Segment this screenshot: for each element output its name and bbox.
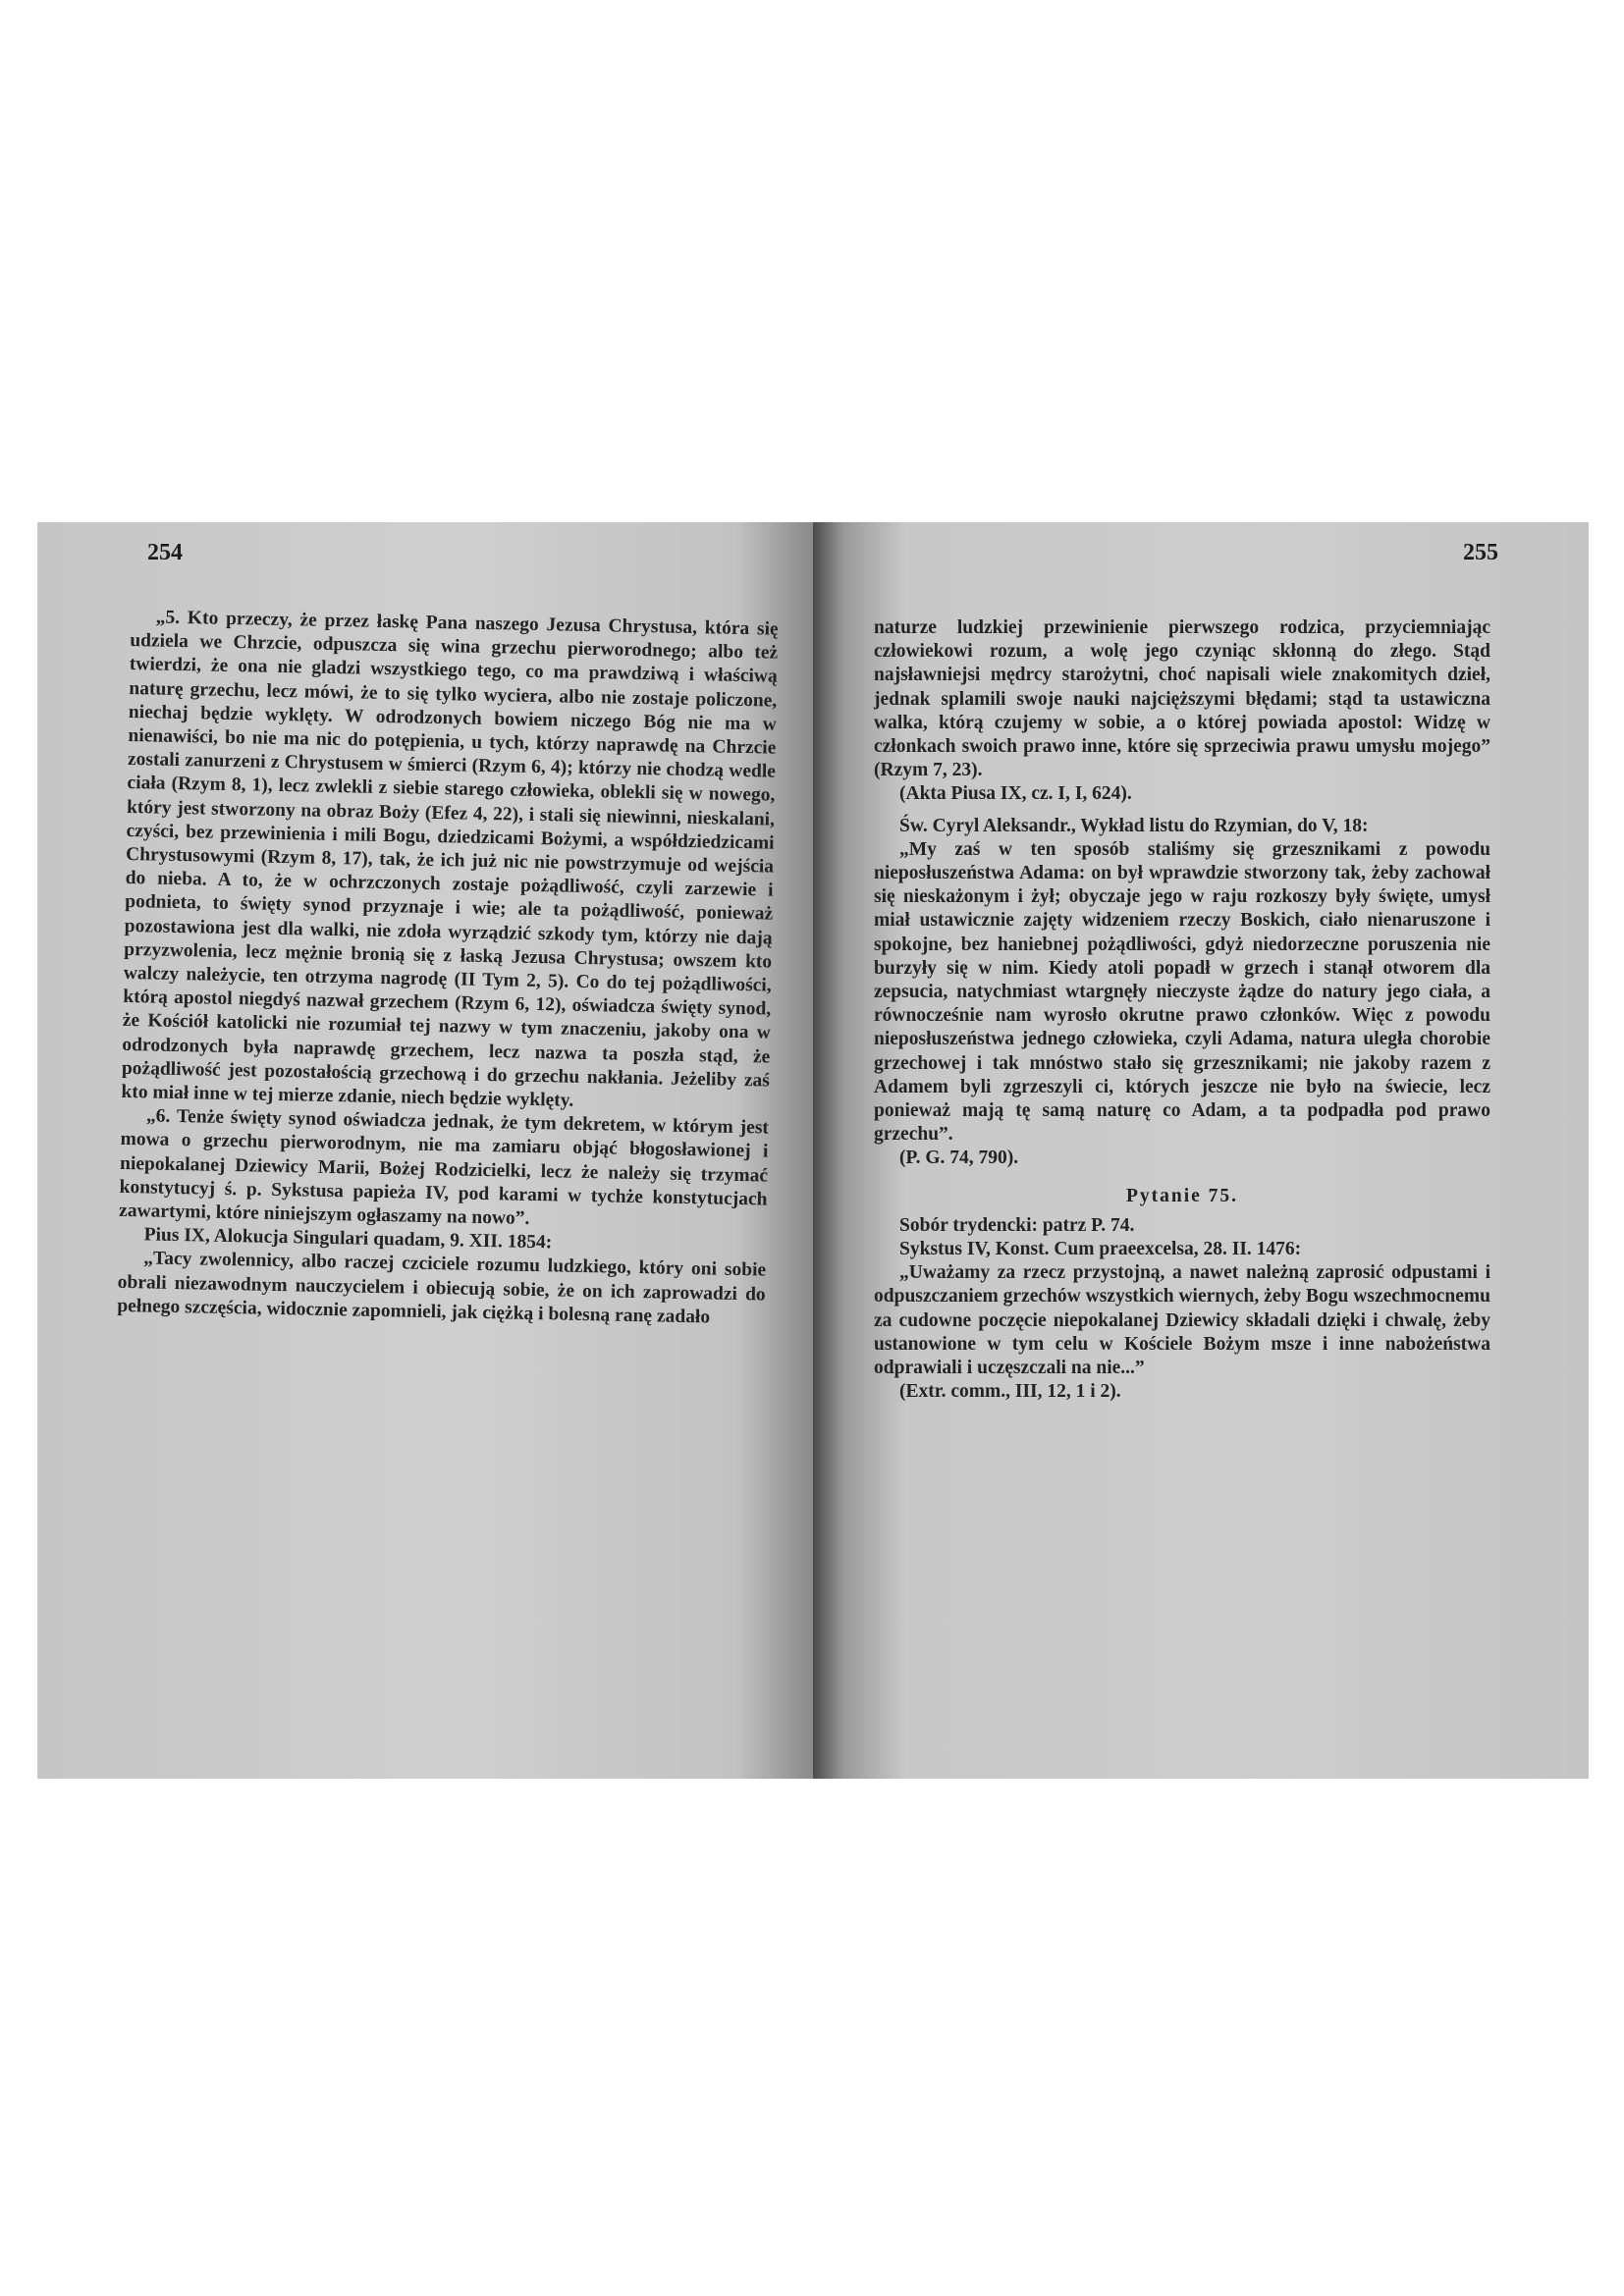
paragraph: „My zaś w ten sposób staliśmy się grzesznikami z powodu nieposłuszeństwa Adama: on był wprawdzie stworzony tak, żeby zachował się nieskażonym i żył; obyczaje jego w raju rozkoszy były święte, umysł miał ustawicznie zajęty widzeniem rzeczy Boskich, ciało nienaruszone i spokojne, bez haniebnej pożądliwości, gdyż niedorzeczne poruszenia nie burzyły się w nim. Kiedy atoli popadł w grzech i stanął otworem dla zepsucia, natychmiast wtargnęły nieczyste żądze do natury jego ciała, a równocześnie nam wyrosło okrutne prawo członków. Więc z powodu nieposłuszeństwa jednego człowieka, czyli Adama, natura uległa chorobie grzechowej i tak mnóstwo stało się grzesznikami; nie jakoby razem z Adamem byli zgrzeszyli ci, których jeszcze nie było na świecie, lecz ponieważ mają tę samą naturę co Adam, a ta podpadła pod prawo grzechu”. <box>874 838 1490 1146</box>
right-page <box>813 522 1589 1779</box>
left-page-text <box>117 606 779 1331</box>
source-reference: (Akta Piusa IX, cz. I, I, 624). <box>899 783 1132 805</box>
paragraph: „Uważamy za rzecz przystojną, a nawet należną zaprosić odpustami i odpuszczaniem grzechów wszystkich wiernych, żeby Bogu wszechmocnemu za cudowne poczęcie niepokalanej Dziewicy składali dzięki i chwalę, żeby ustanowione w tym celu w Kościele Bożym msze i inne nabożeństwa odprawiali i uczęszczali na nie...” <box>874 1262 1490 1379</box>
right-page-text <box>874 616 1490 1405</box>
paragraph: „5. Kto przeczy, że przez łaskę Pana naszego Jezusa Chrystusa, która się udziela we Chrzcie, odpuszcza się wina grzechu pierworodnego; albo też twierdzi, że ona nie gladzi wszystkiego tego, co ma prawdziwą i właściwą naturę grzechu, lecz mówi, że to się tylko wyciera, albo nie zostaje policzone, niechaj będzie wyklęty. W odrodzonych bowiem niczego Bóg nie ma w nienawiści, bo nie ma nic do potępienia, u tych, którzy naprawdę na Chrzcie zostali zanurzeni z Chrystusem w śmierci (Rzym 6, 4); którzy nie chodzą wedle ciała (Rzym 8, 1), lecz zwlekli z siebie starego człowieka, oblekli się w nowego, który jest stworzony na obraz Boży (Efez 4, 22), i stali się niewinni, nieskalani, czyści, bez przewinienia i mili Bogu, dziedzicami Bożymi, a współdziedzicami Chrystusowymi (Rzym 8, 17), tak, że ich już nic nie powstrzymuje od wejścia do nieba. A to, że w ochrzczonych zostaje pożądliwość, czyli zarzewie i podnieta, to święty synod przyznaje i wie; ale ta pożądliwość, ponieważ pozostawiona jest dla walki, nie zdoła wyrządzić szkody tym, którzy nie dają przyzwolenia, lecz mężnie bronią się z łaską Jezusa Chrystusa; owszem kto walczy należycie, ten otrzyma nagrodę (II Tym 2, 5). Co do tej pożądliwości, którą apostol niegdyś nazwał grzechem (Rzym 6, 12), oświadcza święty synod, że Kościół katolicki nie rozumiał tej nazwy w tym znaczeniu, jakoby ona w odrodzonych była naprawdę grzechem, lecz nazwa ta poszła stąd, że pożądliwość jest pozostałością grzechową i do grzechu nakłania. Jeżeliby zaś kto miał inne w tej mierze zdanie, niech będzie wyklęty. <box>121 607 779 1111</box>
source-reference: (Extr. comm., III, 12, 1 i 2). <box>899 1381 1121 1403</box>
source-reference: (P. G. 74, 790). <box>899 1148 1019 1169</box>
page-number: 255 <box>1463 540 1498 565</box>
citation-heading: Sykstus IV, Konst. Cum praeexcelsa, 28. II. 1476: <box>899 1239 1302 1260</box>
section-heading: Pytanie 75. <box>1125 1185 1239 1206</box>
page-number: 254 <box>147 540 183 565</box>
paragraph: „6. Tenże święty synod oświadcza jednak, że tym dekretem, w którym jest mowa o grzechu pierworodnym, nie ma zamiaru objąć błogosławionej i niepokalanej Dziewicy Marii, Bożej Rodzicielki, lecz że należy się trzymać konstytucyj ś. p. Sykstusa papieża IV, pod karami w tychże konstytucjach zawartymi, które niniejszym ogłaszamy na nowo”. <box>118 1105 770 1229</box>
citation-heading: Św. Cyryl Aleksandr., Wykład listu do Rzymian, do V, 18: <box>899 815 1369 836</box>
citation-heading: Sobór trydencki: patrz P. 74. <box>899 1214 1135 1236</box>
paragraph: „Tacy zwolennicy, albo raczej czciciele rozumu ludzkiego, który oni sobie obrali niezawodnym nauczycielem i obiecują sobie, że on ich zaprowadzi do pełnego szczęścia, widocznie zapomnieli, jak ciężką i bolesną ranę zadało <box>117 1248 767 1328</box>
left-page <box>37 522 813 1779</box>
paragraph: naturze ludzkiej przewinienie pierwszego rodzica, przyciemniając człowiekowi rozum, a wolę jego czyniąc skłonną do złego. Stąd najsławniejsi mędrcy starożytni, choć napisali wiele znakomitych dzieł, jednak splamili swoje nauki najcięższymi błędami; stąd ta ustawiczna walka, którą czujemy w sobie, a o której powiada apostol: Widzę w członkach swoich prawo inne, które się sprzeciwia prawu umysłu mojego” (Rzym 7, 23). <box>874 617 1490 781</box>
scanned-book-spread <box>37 522 1589 1779</box>
citation-heading: Pius IX, Alokucja Singulari quadam, 9. XII. 1854: <box>143 1224 553 1254</box>
